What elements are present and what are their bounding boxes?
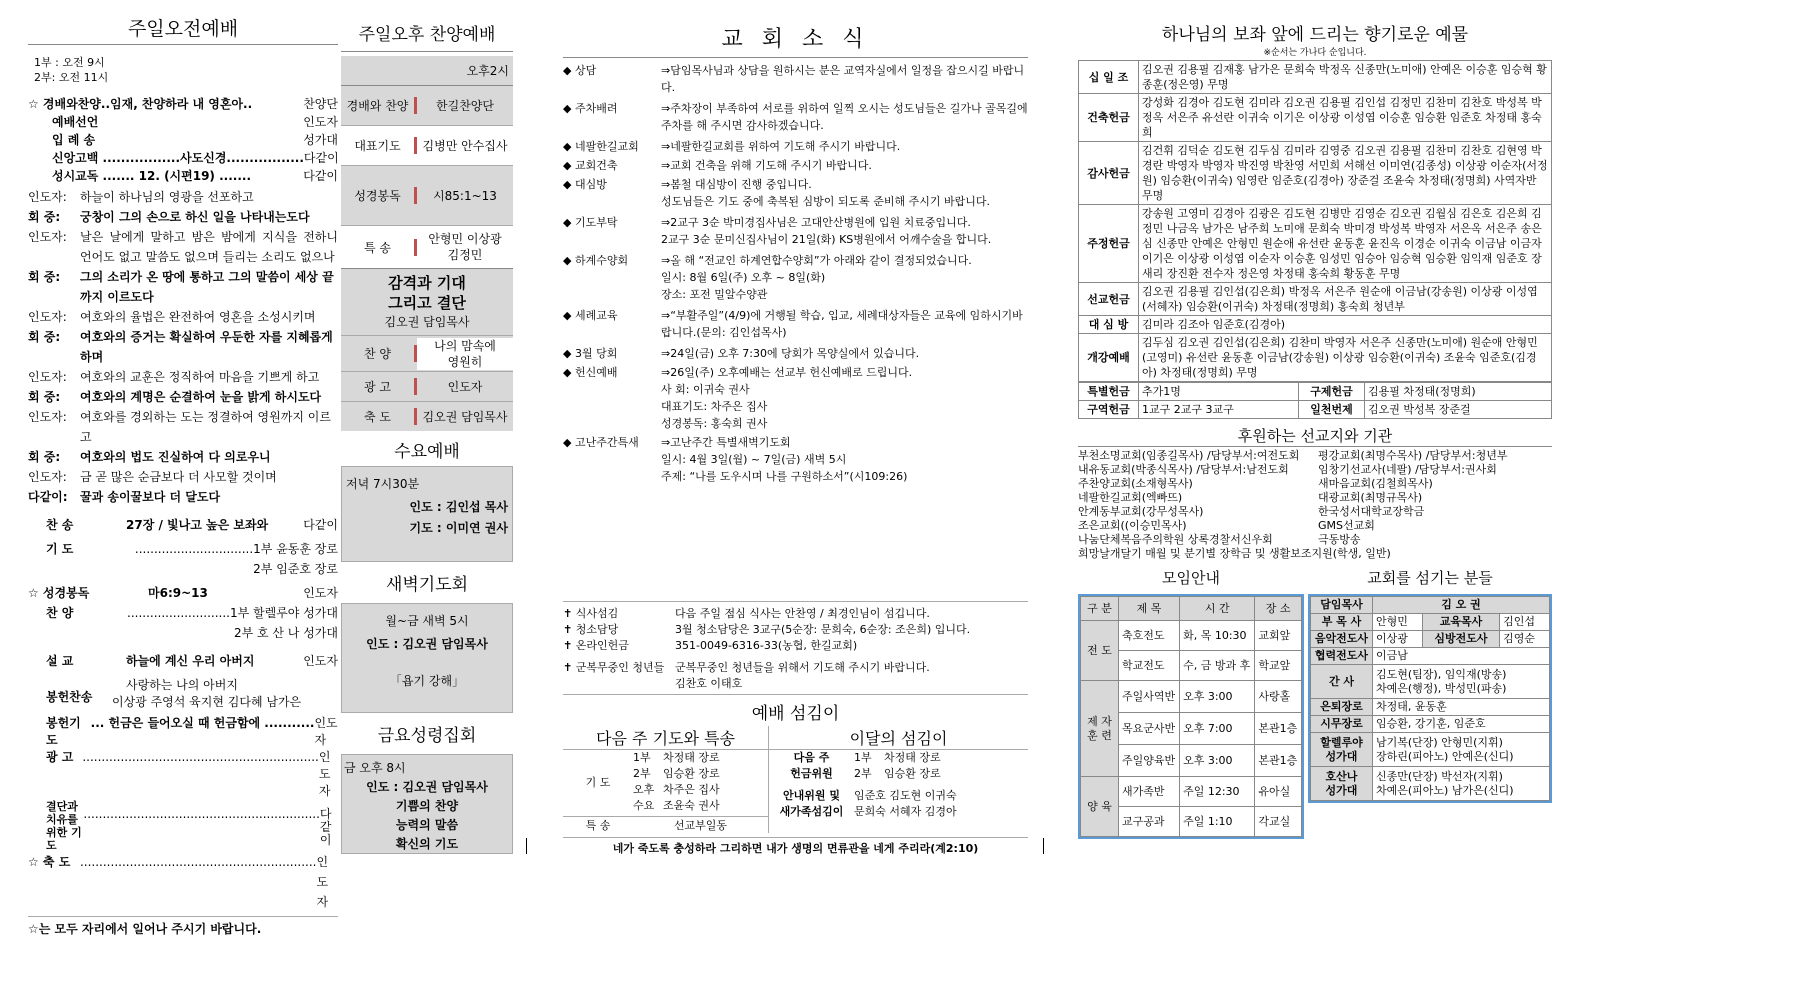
mission-item: 내유동교회(박종식목사) /담당부서:남전도회: [1078, 463, 1289, 476]
prayer-row-2: 2부 임준호 장로: [253, 562, 338, 576]
small-news-item: ✝ 청소담당 3월 청소담당은 3교구(5순장: 문희숙, 6순장: 조은희) 입니다.: [563, 623, 971, 636]
afternoon-sermon-title-1: 감격과 기대: [388, 274, 466, 292]
tail-row: 결단과치유를 위한 기도 .............................................................. 다같이: [46, 800, 332, 852]
tail-row: ☆ 축 도 .............................................................. 인도자: [28, 855, 329, 909]
offering-row: 개강예배 김두심 김오권 김인섭(김은희) 김찬미 박영자 서은주 신종만(노미애) 원순애 안형민(고영미) 유선란 윤동훈 이금남(강송원) 이상광 임승환(이귀숙) 조윤숙 임준호(김경아) 차정태(정명희) 무명: [1079, 334, 1552, 382]
meeting-row: 전 도 축호전도 화, 목 10:30 교회앞: [1081, 621, 1302, 651]
hymn-row: 찬 송 27장 / 빛나고 높은 보좌와 다같이: [46, 518, 338, 532]
staff-row: 시무장로 임승환, 강기훈, 임준호: [1311, 716, 1550, 733]
reading-line: 인도자: 여호와의 율법은 완전하여 영혼을 소성시키며: [28, 310, 316, 324]
reading-line: 회 중: 여호와의 계명은 순결하여 눈을 밝게 하시도다: [28, 390, 322, 404]
order-item: 예배선언 인도자: [52, 115, 338, 129]
anthem-row: 찬 양 ...........................1부 할렐루야 성가대: [46, 606, 338, 620]
footnote: ☆는 모두 자리에서 일어나 주시기 바랍니다.: [28, 916, 338, 939]
offering-row: 십 일 조 김오권 김용필 김재홍 남가은 문희숙 박정옥 신종만(노미애) 안예은 이승훈 임승혁 황종훈(정은영) 무명: [1079, 61, 1552, 94]
usher-row: 안내위원 및 새가족섬김이 임준호 김도현 이귀숙 문희숙 서혜자 김경아: [779, 789, 957, 818]
wednesday-leader: 인도 : 김인섭 목사: [409, 500, 508, 514]
small-news-item: ✝ 식사섬김 다음 주일 점심 식사는 안찬영 / 최경인님이 섬깁니다.: [563, 607, 930, 620]
reading-line: 회 중: 궁창이 그의 손으로 하신 일을 나타내는도다: [28, 210, 310, 224]
friday-time: 금 오후 8시: [344, 761, 406, 775]
dawn-book: 「욥기 강해」: [389, 674, 465, 688]
fold-mark: [1043, 838, 1044, 854]
staff-row: 협력전도사 이금남: [1311, 648, 1550, 665]
mission-item: 조은교회((이승민목사): [1078, 519, 1187, 532]
offering-panel: [1078, 20, 1552, 832]
bible-verse: 네가 죽도록 충성하라 그리하면 내가 생명의 면류관을 네게 주리라(계2:10): [563, 837, 1028, 856]
fold-mark: [526, 838, 527, 854]
reading-line: 인도자: 금 곧 많은 순금보다 더 사모할 것이며: [28, 470, 277, 484]
news-item: ◆ 헌신예배 ⇒26일(주) 오후예배는 선교부 헌신예배로 드립니다. 사 회: 이귀숙 권사 대표기도: 차주은 집사 성경봉독: 홍숙희 권사: [563, 366, 913, 430]
scripture-row: ☆ 성경봉독 마6:9~13 인도자: [28, 586, 338, 600]
meetings-head: 구 분 제 목 시 간 장 소: [1081, 597, 1302, 621]
offering-row: 선교헌금 김오권 김용필 김인섭(김은희) 박정옥 서은주 원순애 이금남(강송원) 이상광 이성엽(서혜자) 임승환(이귀숙) 차정태(정명희) 홍숙희 청년부: [1079, 283, 1552, 316]
news-item: ◆ 고난주간특새 ⇒고난주간 특별새벽기도회 일시: 4월 3일(월) ~ 7일(금) 새벽 5시 주제: “나를 도우시며 나를 구원하소서”(시109:26): [563, 436, 908, 483]
morning-service-title: 주일오전예배: [28, 14, 338, 45]
news-item: ◆ 기도부탁 ⇒2교구 3순 박미경집사님은 고대안산병원에 입원 치료중입니다. 2교구 3순 문미신집사님이 21일(화) KS병원에서 어깨수술을 합니다.: [563, 216, 992, 246]
month-row: 1부 차정태 장로: [854, 751, 941, 764]
next-row: 수요 조윤숙 권사: [633, 799, 720, 812]
afternoon-row: 대표기도 김병만 안수집사: [341, 126, 513, 166]
news-item: ◆ 하계수양회 ⇒올 해 “전교인 하계연합수양회”가 아래와 같이 결정되었습니다. 일시: 8월 6일(주) 오후 ~ 8일(화) 장소: 포전 밀알수양관: [563, 254, 972, 301]
afternoon-sermon-title-2: 그리고 결단: [388, 294, 466, 312]
next-row: 2부 임승환 장로: [633, 767, 720, 780]
mission-item: 부천소명교회(임종길목사) /담당부서:여전도회: [1078, 449, 1300, 462]
staff-row: 담임목사 김 오 권: [1311, 597, 1550, 614]
offering-title: 하나님의 보좌 앞에 드리는 향기로운 예물: [1161, 25, 1469, 45]
wednesday-time: 저녁 7시30분: [346, 477, 420, 491]
meetings-title: 모임안내: [1162, 569, 1220, 587]
offering-row: 대 심 방 김미라 김조아 임준호(김경아): [1079, 316, 1552, 334]
month-title: 이달의 섬김이: [769, 726, 1028, 750]
news-item: ◆ 상담 ⇒담임목사님과 상담을 원하시는 분은 교역자실에서 일정을 잡으시길 바랍니다.: [563, 64, 1025, 94]
friday-theme: 능력의 말씀: [395, 818, 459, 832]
small-news-item: ✝ 온라인헌금 351-0049-6316-33(농협, 한길교회): [563, 639, 858, 652]
month-row: 2부 임승환 장로: [854, 767, 941, 780]
afternoon-row: 경배와 찬양 한길찬양단: [341, 86, 513, 126]
afternoon-row: 축 도 김오권 담임목사: [341, 401, 513, 431]
anthem-row-2: 2부 호 산 나 성가대: [233, 626, 338, 640]
news-item: ◆ 3월 당회 ⇒24일(금) 오후 7:30에 당회가 목양실에서 있습니다.: [563, 347, 920, 360]
next-week-title: 다음 주 기도와 특송: [563, 726, 768, 750]
mission-item: 주찬양교회(소재형목사): [1078, 477, 1193, 490]
staff-row: 할렐루야 성가대 남기복(단장) 안형민(지휘) 장하린(피아노) 안예은(신디): [1311, 733, 1550, 767]
wednesday-title: 수요예배: [394, 442, 460, 462]
order-item: 입 례 송 성가대: [52, 133, 338, 147]
reading-line: 회 중: 여호와의 증거는 확실하여 우둔한 자를 지혜롭게 하며: [28, 330, 333, 364]
staff-title: 교회를 섬기는 분들: [1367, 569, 1493, 587]
staff-row: 호산나 성가대 신종만(단장) 박선자(지휘) 차예은(피아노) 남가은(신디): [1311, 767, 1550, 801]
special-song-row: 특 송 선교부일동: [563, 816, 768, 833]
dawn-leader: 인도 : 김오권 담임목사: [366, 637, 488, 651]
afternoon-preacher: 김오권 담임목사: [384, 315, 470, 329]
dawn-title: 새벽기도회: [385, 575, 469, 595]
offering-row: 주정헌금 강송원 고영미 김경아 김광은 김도현 김병만 김영순 김오권 김월심 김은호 김은희 김정민 나금옥 남가은 남주희 노미애 문희숙 박미경 박성복 박영자 서은옥 서은주 송은심 신종만 안예은 안형민 원순애 유선란 윤동훈 윤진옥 이경순 이귀숙 이금남 이금자 이기은 이상광 이성엽 이순자 이승훈 임성민 임승아 임승혁 임승환 임익재 임준호 장새리 장진환 전수자 정은영 차정태 홍숙희 황동훈 무명: [1079, 205, 1552, 283]
meeting-row: 주일양육반 오후 3:00 본관1층: [1081, 745, 1302, 777]
news-item: ◆ 교회건축 ⇒교회 건축을 위해 기도해 주시기 바랍니다.: [563, 159, 872, 172]
service-time-2: 2부: 오전 11시: [34, 71, 109, 84]
meeting-row: 교구공과 주일 1:10 각교실: [1081, 807, 1302, 837]
afternoon-row: 특 송 안형민 이상광 김정민: [341, 226, 513, 268]
news-panel: [563, 22, 1028, 855]
news-title: 교 회 소 식: [563, 22, 1028, 58]
staff-row: 간 사 김도현(팀장), 임익재(방송) 차예은(행정), 박성민(파송): [1311, 665, 1550, 699]
afternoon-panel: [341, 14, 513, 851]
mission-item: 한국성서대학교장학금: [1318, 505, 1425, 518]
order-item: 성시교독 ....... 12. (시편19) ....... 다같이: [52, 169, 338, 183]
meeting-row: 목요군사반 오후 7:00 본관1층: [1081, 713, 1302, 745]
reading-line: 인도자: 하늘이 하나님의 영광을 선포하고: [28, 190, 254, 204]
staff-table: [1310, 596, 1550, 801]
offertory-row: 봉헌찬송 사랑하는 나의 아버지 이상광 주영석 육지현 김다혜 남가은: [46, 678, 302, 709]
afternoon-row: 광 고 인도자: [341, 371, 513, 401]
serve-title: 예배 섬김이: [751, 704, 840, 724]
mission-item: 극동방송: [1318, 533, 1361, 546]
afternoon-title: 주일오후 찬양예배: [341, 14, 513, 52]
reading-line: 인도자: 여호와를 경외하는 도는 정결하여 영원까지 이르고: [28, 410, 331, 444]
mission-item: 임창기선교사(네팔) /담당부서:권사회: [1318, 463, 1497, 476]
offering-row: 구역헌금 1교구 2교구 3교구 일천번제 김오권 박성복 장준걸: [1079, 401, 1552, 419]
offering-team-label: 다음 주 헌금위원: [790, 751, 833, 780]
meetings-table: [1080, 596, 1302, 837]
reading-line: 인도자: 날은 날에게 말하고 밤은 밤에게 지식을 전하니 언어도 없고 말씀도 없으며 들리는 소리도 없으나: [28, 230, 338, 264]
reading-line: 회 중: 그의 소리가 온 땅에 통하고 그의 말씀이 세상 끝까지 이르도다: [28, 270, 334, 304]
news-item: ◆ 주차배려 ⇒주차장이 부족하여 서로를 위하여 일찍 오시는 성도님들은 길가나 골목길에 주차를 해 주시면 감사하겠습니다.: [563, 102, 1028, 132]
afternoon-time: 오후2시: [341, 56, 513, 86]
tail-row: 광 고 .............................................................. 인도자: [46, 750, 331, 798]
offering-row: 건축헌금 강성화 김경아 김도현 김미라 김오권 김용필 김인섭 김정민 김찬미 김찬호 박성복 박정옥 서은주 유선란 이귀숙 이기은 이상광 이성엽 이승훈 임승환 임준호 차정태 홍숙희: [1079, 94, 1552, 142]
mission-item: 안계동부교회(강무성목사): [1078, 505, 1204, 518]
staff-row: 부 목 사 안형민 교육목사 김인섭: [1311, 614, 1550, 631]
meeting-row: 학교전도 수, 금 방과 후 학교앞: [1081, 651, 1302, 681]
missions-title: 후원하는 선교지와 기관: [1078, 425, 1552, 447]
prayer-row: 기 도 ...............................1부 윤동훈 장로: [46, 542, 338, 556]
next-row: 오후 차주은 집사: [633, 783, 720, 796]
next-row: 1부 차정태 장로: [633, 751, 720, 764]
friday-theme: 기쁨의 찬양: [395, 799, 459, 813]
tail-row: 봉헌기도 ... 헌금은 들어오실 때 헌금함에 ........... 인도자: [46, 716, 338, 747]
mission-item: 평강교회(최명수목사) /담당부서:청년부: [1318, 449, 1508, 462]
offering-table: [1078, 60, 1552, 382]
morning-service-panel: [28, 14, 339, 936]
staff-row: 음악전도사 이상광 심방전도사 김영순: [1311, 631, 1550, 648]
wednesday-prayer: 기도 : 이미연 권사: [409, 521, 508, 535]
offering-note: ※순서는 가나다 순입니다.: [1263, 48, 1367, 58]
news-item: ◆ 대심방 ⇒봄철 대심방이 진행 중입니다. 성도님들은 기도 중에 축복된 심방이 되도록 준비해 주시기 바랍니다.: [563, 178, 990, 208]
mission-item: GMS선교회: [1318, 519, 1375, 532]
service-time-1: 1부 : 오전 9시: [34, 56, 105, 69]
mission-item: 네팔한길교회(엑빠뜨): [1078, 491, 1183, 504]
afternoon-row: 성경봉독 시85:1~13: [341, 166, 513, 226]
mission-item: 나눔단체복음주의학원 상록경찰서신우회: [1078, 533, 1273, 546]
news-item: ◆ 네팔한길교회 ⇒네팔한길교회를 위하여 기도해 주시기 바랍니다.: [563, 140, 901, 153]
meeting-row: 양 육 새가족반 주일 12:30 유아실: [1081, 777, 1302, 807]
small-news-item: ✝ 군복무중인 청년들 군복무중인 청년들을 위해서 기도해 주시기 바랍니다. 김찬호 이태호: [563, 661, 930, 690]
mission-item: 대광교회(최명규목사): [1318, 491, 1423, 504]
reading-line: 다같이: 꿀과 송이꿀보다 더 달도다: [28, 490, 221, 504]
responsive-reading: [28, 187, 338, 507]
offering-row: 감사헌금 김건휘 김덕순 김도현 김두심 김미라 김영중 김오권 김용필 김찬미 김찬호 김현영 박경란 박영자 박영자 박진영 박찬영 서민희 서해선 이미연(김종성) 이상광 이순자(서정원) 임승환(이귀숙) 임영란 임준호(김경아) 장준걸 조윤숙 차정태(정명희) 사역자반 무명: [1079, 142, 1552, 205]
reading-line: 회 중: 여호와의 법도 진실하여 다 의로우니: [28, 450, 271, 464]
sermon-row: 설 교 하늘에 계신 우리 아버지 인도자: [46, 654, 338, 668]
offering-extra-table: [1078, 382, 1552, 419]
order-item: 신앙고백 .................사도신경................. 다같이: [52, 151, 339, 165]
mission-item: 새마음교회(김철희목사): [1318, 477, 1433, 490]
mission-item: 희망날개달기 매월 및 분기별 장학금 및 생활보조지원(학생, 일반): [1078, 547, 1391, 560]
offering-row: 특별헌금 추가1명 구제헌금 김용필 차정태(정명희): [1079, 383, 1552, 401]
news-item: ◆ 세례교육 ⇒“부활주일”(4/9)에 거행될 학습, 입교, 세례대상자들은 교육에 임하시기바랍니다.(문의: 김인섭목사): [563, 309, 1023, 339]
reading-line: 인도자: 여호와의 교훈은 정직하여 마음을 기쁘게 하고: [28, 370, 320, 384]
dawn-time: 월~금 새벽 5시: [385, 614, 469, 628]
staff-row: 은퇴장로 차정태, 윤동훈: [1311, 699, 1550, 716]
afternoon-row: 찬 양 나의 맘속에 영원히: [341, 335, 513, 371]
order-item: ☆ 경배와찬양..임재, 찬양하라 내 영혼아.. 찬양단: [28, 97, 338, 111]
prayer-label: 기 도: [585, 776, 611, 789]
friday-leader: 인도 : 김오권 담임목사: [366, 780, 488, 794]
friday-title: 금요성령집회: [377, 726, 477, 746]
meeting-row: 제 자 훈 련 주일사역반 오후 3:00 사랑홀: [1081, 681, 1302, 713]
friday-theme: 확신의 기도: [395, 837, 459, 851]
